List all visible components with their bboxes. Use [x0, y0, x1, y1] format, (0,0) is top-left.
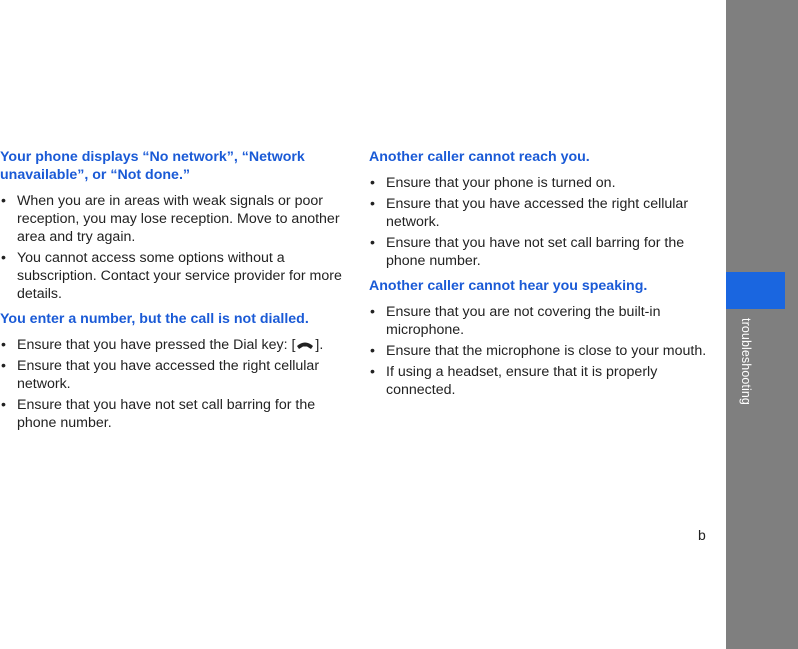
list-item-dial-key — [0, 336, 345, 354]
sidebar-tab — [726, 272, 785, 309]
dial-key-text: Ensure that you have pressed the Dial key: [ — [17, 337, 296, 353]
bullet-list — [369, 174, 709, 270]
bullet-list — [0, 336, 345, 432]
sidebar-label: troubleshooting — [739, 318, 753, 405]
dial-key-suffix: ]. — [315, 337, 324, 353]
page-number: b — [698, 527, 706, 543]
list-item: • Ensure that you have accessed the right cellular network. — [369, 195, 709, 231]
section-heading: You enter a number, but the call is not dialled. — [0, 311, 309, 327]
list-item: • When you are in areas with weak signals or poor reception, you may lose reception. Move to another area and try again. — [0, 192, 345, 246]
list-item: • Ensure that you have not set call barring for the phone number. — [0, 396, 345, 432]
bullet-list — [369, 303, 709, 399]
section-heading: Your phone displays “No network”, “Network unavailable”, or “Not done.” — [0, 149, 305, 183]
list-item: • Ensure that your phone is turned on. — [369, 174, 709, 192]
list-item: • You cannot access some options without a subscription. Contact your service provider for more details. — [0, 249, 345, 303]
list-item: • If using a headset, ensure that it is properly connected. — [369, 363, 709, 399]
right-column — [369, 148, 709, 406]
section-heading: Another caller cannot hear you speaking. — [369, 278, 648, 294]
section-heading: Another caller cannot reach you. — [369, 149, 590, 165]
dial-key-icon — [295, 338, 315, 351]
list-item: • Ensure that you are not covering the built-in microphone. — [369, 303, 709, 339]
bullet-list — [0, 192, 345, 303]
list-item: • Ensure that you have accessed the right cellular network. — [0, 357, 345, 393]
list-item: • Ensure that the microphone is close to your mouth. — [369, 342, 709, 360]
list-item: • Ensure that you have not set call barring for the phone number. — [369, 234, 709, 270]
left-column — [0, 148, 345, 439]
